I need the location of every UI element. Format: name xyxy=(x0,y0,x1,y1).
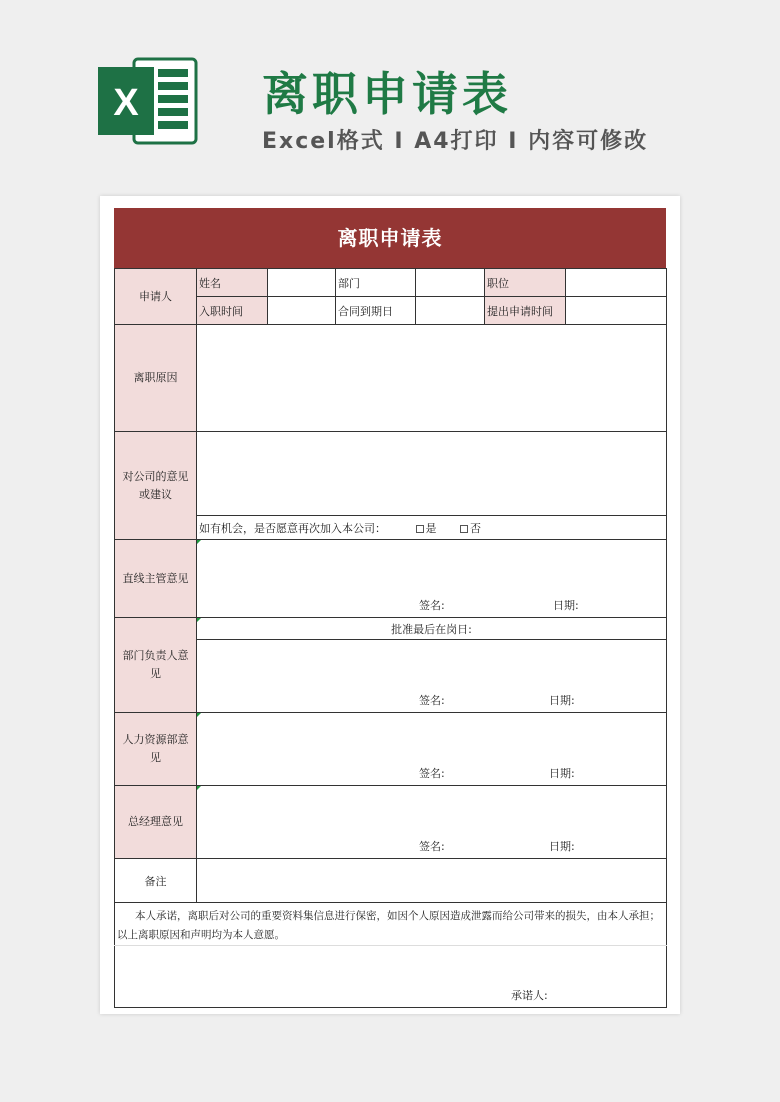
reason-label: 离职原因 xyxy=(115,325,197,432)
suggestion-field[interactable] xyxy=(197,432,667,516)
applicant-label: 申请人 xyxy=(115,269,197,325)
form-sheet xyxy=(100,196,680,1014)
department-field[interactable] xyxy=(416,269,485,297)
last-day-label: 批准最后在岗日: xyxy=(391,622,472,636)
form-banner: 离职申请表 xyxy=(114,208,666,268)
supervisor-sign-label: 签名: xyxy=(419,599,445,612)
supervisor-field[interactable] xyxy=(197,540,667,618)
remark-field[interactable] xyxy=(197,859,667,903)
hr-sign-label: 签名: xyxy=(419,767,445,780)
page-title: 离职申请表 xyxy=(262,67,512,121)
reason-field[interactable] xyxy=(197,325,667,432)
resignation-form xyxy=(114,208,666,1008)
join-date-field[interactable] xyxy=(268,297,336,325)
form-table xyxy=(114,268,667,1008)
remark-label: 备注 xyxy=(115,859,197,903)
name-field[interactable] xyxy=(268,269,336,297)
gm-label: 总经理意见 xyxy=(115,786,197,859)
dept-head-field[interactable] xyxy=(197,640,667,713)
suggestion-label: 对公司的意见或建议 xyxy=(115,432,197,540)
gm-date-label: 日期: xyxy=(549,840,575,853)
last-day-row[interactable] xyxy=(197,618,667,640)
position-field[interactable] xyxy=(566,269,667,297)
supervisor-date-label: 日期: xyxy=(553,599,579,612)
supervisor-label: 直线主管意见 xyxy=(115,540,197,618)
svg-text:X: X xyxy=(113,82,139,124)
dept-head-label: 部门负责人意见 xyxy=(115,618,197,713)
join-date-label: 入职时间 xyxy=(197,297,268,325)
hr-date-label: 日期: xyxy=(549,767,575,780)
pledger-row[interactable] xyxy=(115,946,667,1008)
rejoin-no-label: 否 xyxy=(470,521,481,535)
rejoin-question: 如有机会，是否愿意再次加入本公司： xyxy=(199,521,386,535)
contract-end-field[interactable] xyxy=(416,297,485,325)
gm-field[interactable] xyxy=(197,786,667,859)
hr-label: 人力资源部意见 xyxy=(115,713,197,786)
rejoin-yes-label: 是 xyxy=(425,521,437,535)
dept-head-sign-label: 签名: xyxy=(419,694,445,707)
rejoin-yes-checkbox[interactable] xyxy=(416,525,424,533)
page-subtitle: Excel格式 I A4打印 I 内容可修改 xyxy=(262,129,649,154)
hr-field[interactable] xyxy=(197,713,667,786)
gm-sign-label: 签名: xyxy=(419,840,445,853)
cell-comment-marker xyxy=(197,540,201,544)
cell-comment-marker xyxy=(197,786,201,790)
pledger-label: 承诺人: xyxy=(511,989,548,1002)
department-label: 部门 xyxy=(336,269,416,297)
name-label: 姓名 xyxy=(197,269,268,297)
excel-logo-icon xyxy=(96,55,200,147)
request-date-field[interactable] xyxy=(566,297,667,325)
cell-comment-marker xyxy=(197,618,201,622)
rejoin-no-checkbox[interactable] xyxy=(460,525,468,533)
position-label: 职位 xyxy=(485,269,566,297)
pledge-text: 本人承诺，离职后对公司的重要资料集信息进行保密，如因个人原因造成泄露而给公司带来的损失，由本人承担；以上离职原因和声明均为本人意愿。 xyxy=(115,903,667,946)
rejoin-row xyxy=(197,516,667,540)
dept-head-date-label: 日期: xyxy=(549,694,575,707)
cell-comment-marker xyxy=(197,713,201,717)
contract-end-label: 合同到期日 xyxy=(336,297,416,325)
request-date-label: 提出申请时间 xyxy=(485,297,566,325)
